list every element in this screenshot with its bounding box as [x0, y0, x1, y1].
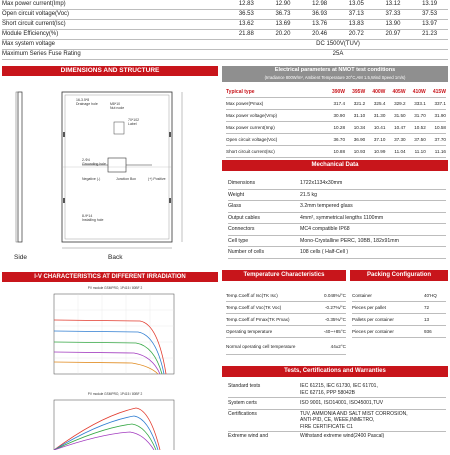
cell: 31.30 — [373, 113, 386, 118]
cell: 10.28 — [333, 125, 345, 130]
cell: 37.50 — [414, 137, 426, 142]
row-label: Open circuit voltage(Voc) — [226, 137, 278, 142]
temp-row — [226, 302, 346, 314]
row-label: Certifications — [228, 410, 257, 417]
cell: 37.10 — [373, 137, 386, 142]
nut-node-label: M8*10 Nut node — [110, 102, 125, 110]
row-value: 44±2°C — [330, 343, 346, 349]
pack-row — [352, 302, 446, 314]
row-label: Max power voltage(Vmp) — [226, 113, 278, 118]
mechanical-title-text: Mechanical Data — [311, 162, 359, 168]
nmot-row — [226, 134, 446, 146]
dimensions-title-text: DIMENSIONS AND STRUCTURE — [60, 67, 160, 74]
row-value: TUV, AMMONIA AND SALT MIST CORROSION, ANTI-PID, CE, WEEE,INMETRO, FIRE CERTIFICATE C1 — [300, 410, 408, 430]
row-label: Output cables — [228, 214, 261, 221]
iv-title-text: I-V CHARACTERISTICS AT DIFFERENT IRRADIATION — [34, 274, 186, 280]
iv-chart-1-svg — [40, 290, 190, 382]
row-value: -0.27%/°C — [325, 305, 346, 310]
cell: 21.88 — [238, 31, 254, 37]
row-value: 13 — [424, 317, 430, 322]
cell: 10.41 — [373, 125, 386, 130]
mech-row — [228, 247, 446, 259]
row-label: Short circuit current(Isc) — [226, 149, 275, 154]
iv-curve — [54, 362, 158, 374]
junction-box-label: Junction Box — [116, 177, 137, 181]
type-cell: 390W — [331, 88, 345, 95]
cell: 21.23 — [422, 31, 438, 37]
top-row — [2, 40, 448, 50]
type-cell: 415W — [432, 88, 446, 95]
cell: 10.58 — [434, 125, 446, 130]
row-value: 936 — [424, 329, 432, 334]
row-label: Pieces per pallet — [352, 305, 386, 310]
cell: 37.13 — [348, 11, 364, 17]
side-label: Side — [14, 254, 28, 261]
test-row — [228, 382, 446, 398]
row-label: Module Efficiency(%) — [2, 31, 59, 37]
cell: 31.70 — [414, 113, 426, 118]
row-value: 40'HQ — [424, 293, 437, 298]
row-value: IEC 61215, IEC 61730, IEC 61701, IEC 62716, PPP 58042B — [300, 383, 378, 396]
nmot-subtitle: (Irradiance 800W/m², Ambient Temperature 20°C,AM 1.5,Wind Speed 1m/s) — [264, 75, 406, 80]
iv-chart-1-title: PV module GSMPRO, 1P415 / 80BF 2 — [87, 286, 143, 290]
row-value: 72 — [424, 305, 430, 310]
row-value: -40~+85°C — [323, 329, 346, 334]
packing-title-text: Packing Configuration — [366, 272, 431, 278]
row-label: Operating temperature — [226, 329, 273, 334]
side-frame — [18, 92, 22, 242]
temp-row — [226, 314, 346, 326]
cell: 36.73 — [275, 11, 291, 17]
type-cell: 410W — [412, 88, 426, 95]
iv-chart-2 — [40, 392, 190, 450]
row-value: 3.2mm tempered glass — [300, 203, 353, 210]
nmot-table — [226, 86, 446, 158]
temperature-table — [226, 290, 346, 355]
typical-type-label: Typical type — [226, 88, 255, 95]
cell: 11.10 — [414, 149, 426, 154]
iv-chart-1 — [40, 286, 190, 386]
top-spec-table — [2, 0, 448, 62]
cell: 13.19 — [422, 1, 438, 7]
iv-curve — [54, 320, 166, 374]
row-label: System certs — [228, 400, 257, 406]
cell: 10.93 — [353, 149, 366, 154]
row-label: Weight — [228, 191, 245, 198]
nmot-title: Electrical parameters at NMOT test conditions — [274, 67, 396, 73]
row-value: ISO 9001, ISO14001, ISO45001,TUV — [300, 400, 384, 406]
row-value: 0.048%/°C — [323, 293, 346, 298]
iv-chart-2-title: PV module GSMPRO, 1P415 / 80BF 2 — [87, 392, 143, 396]
row-value: 4mm², symmetrical lengths 1100mm — [300, 214, 384, 221]
cell: 337.1 — [434, 101, 446, 106]
cell: 36.53 — [238, 11, 254, 17]
cell: 31.10 — [353, 113, 366, 118]
row-label: Standard tests — [228, 383, 261, 389]
dimensions-drawing — [2, 78, 218, 264]
cell: 13.69 — [275, 21, 291, 27]
tests-title-text: Tests, Certifications and Warranties — [284, 368, 386, 374]
cell: 325.4 — [373, 101, 386, 106]
row-label: Extreme wind and — [228, 433, 269, 439]
label-label: 70*102 Label — [128, 118, 140, 126]
cell: 13.05 — [348, 1, 364, 7]
cell: 30.90 — [333, 113, 345, 118]
cell: 20.97 — [385, 31, 401, 37]
row-value: -0.35%/°C — [325, 317, 346, 322]
cell: 20.20 — [275, 31, 291, 37]
cell: 10.34 — [353, 125, 366, 130]
tests-title — [222, 366, 448, 377]
nmot-header — [222, 66, 448, 82]
junction-box-shape — [108, 158, 126, 172]
test-row — [228, 410, 446, 433]
cell: 20.46 — [312, 31, 328, 37]
cell: 12.90 — [275, 1, 291, 7]
cell: 10.99 — [373, 149, 386, 154]
cell: 20.72 — [348, 31, 364, 37]
cell: 10.88 — [333, 149, 345, 154]
top-row — [2, 20, 448, 30]
type-cell: 395W — [352, 88, 366, 95]
cell: 31.90 — [434, 113, 446, 118]
iv-chart-2-svg — [40, 396, 190, 450]
test-row — [228, 432, 446, 441]
cell: 37.30 — [394, 137, 406, 142]
row-label: Open circuit voltage(Voc) — [2, 11, 70, 17]
mech-row — [228, 178, 446, 190]
cell: 13.12 — [385, 1, 401, 7]
row-label: Temp.Coeff.of Voc(TK Voc) — [226, 305, 282, 310]
row-label: Short circuit current(Isc) — [2, 21, 66, 27]
cell: 10.52 — [414, 125, 426, 130]
row-value: MC4 compatible IP68 — [300, 226, 350, 233]
row-value: Withstand extreme wind(2400 Pascal) — [300, 433, 385, 439]
tests-table — [228, 382, 446, 441]
nmot-header-row — [226, 86, 446, 98]
row-label: Connectors — [228, 226, 255, 233]
cell: 13.97 — [422, 21, 438, 27]
cell: 12.83 — [238, 1, 254, 7]
grounding-hole-label: 2-Φ4 Grounding hole — [82, 158, 106, 166]
back-label: Back — [108, 254, 123, 261]
temp-row — [226, 290, 346, 302]
cell: 25A — [332, 51, 344, 57]
mechanical-title — [222, 160, 448, 171]
cell: 36.93 — [312, 11, 328, 17]
cell: 13.62 — [238, 21, 254, 27]
row-label: Pieces per container — [352, 329, 394, 334]
mech-row — [228, 213, 446, 225]
pack-row — [352, 326, 446, 338]
positive-label: (+) Positive — [148, 177, 166, 181]
row-label: Glass — [228, 203, 242, 210]
row-label: Cell type — [228, 237, 249, 244]
temp-row — [226, 338, 346, 355]
row-label: Max power current(Imp) — [2, 1, 66, 7]
temperature-title-text: Temperature Characteristics — [243, 272, 325, 278]
nmot-row — [226, 146, 446, 158]
type-cell: 405W — [392, 88, 406, 95]
row-value: 108 cells ( Half-Cell ) — [300, 249, 349, 256]
mech-row — [228, 190, 446, 202]
cell: 12.98 — [312, 1, 328, 7]
row-value: Mono-Crystalline PERC, 10BB, 182x91mm — [300, 237, 399, 244]
cell: 11.04 — [394, 149, 406, 154]
test-row — [228, 398, 446, 410]
cell: 10.47 — [394, 125, 406, 130]
row-label: Max power(Pmax) — [226, 101, 264, 106]
cell: 13.90 — [385, 21, 401, 27]
row-label: Temp.Coeff.of Pmax(TK Pmax) — [226, 317, 290, 322]
row-label: Max power current(Imp) — [226, 125, 275, 130]
cell: 333.1 — [414, 101, 426, 106]
row-label: Pallets per container — [352, 317, 394, 322]
top-row — [2, 30, 448, 40]
cell: 13.76 — [312, 21, 328, 27]
row-label: Temp.Coeff.of Isc(TK Isc) — [226, 293, 278, 298]
mechanical-table — [228, 178, 446, 259]
row-label: Dimensions — [228, 180, 256, 187]
label-box — [114, 122, 124, 134]
cell: 13.83 — [348, 21, 364, 27]
row-value: 1722x1134x30mm — [300, 180, 343, 187]
cell: 36.70 — [333, 137, 345, 142]
cell: DC 1500V(TUV) — [316, 41, 360, 47]
mech-row — [228, 201, 446, 213]
top-row — [2, 10, 448, 20]
row-label: Container — [352, 293, 372, 298]
nmot-row — [226, 110, 446, 122]
row-label: Number of cells — [228, 249, 265, 256]
packing-table — [352, 290, 446, 338]
mech-row — [228, 236, 446, 248]
nmot-row — [226, 98, 446, 110]
dimensions-title — [2, 66, 218, 76]
pack-row — [352, 290, 446, 302]
type-cell: 400W — [372, 88, 386, 95]
mech-row — [228, 224, 446, 236]
cell: 36.90 — [353, 137, 366, 142]
nmot-row — [226, 122, 446, 134]
cell: 329.2 — [394, 101, 406, 106]
cell: 37.53 — [422, 11, 438, 17]
packing-title — [350, 270, 448, 281]
temperature-title — [222, 270, 346, 281]
row-value: 21.5 kg — [300, 191, 318, 198]
row-label: Normal operating cell temperature — [226, 343, 296, 349]
temp-row — [226, 326, 346, 338]
cell: 31.50 — [394, 113, 406, 118]
cell: 317.4 — [333, 101, 345, 106]
pack-row — [352, 314, 446, 326]
drainage-hole-label: 16-3.5*8 Drainage hole — [76, 98, 98, 106]
top-row — [2, 0, 448, 10]
iv-title — [2, 272, 218, 282]
top-row — [2, 50, 448, 60]
installing-hole-label: 8-9*14 Installing hole — [82, 214, 104, 222]
row-label: Maximum Series Fuse Rating — [2, 51, 81, 57]
cell: 11.16 — [434, 149, 446, 154]
cell: 37.33 — [385, 11, 401, 17]
pv-curve — [54, 424, 156, 450]
negative-label: Negative (-) — [82, 177, 101, 181]
cell: 37.70 — [434, 137, 446, 142]
row-label: Max system voltage — [2, 41, 56, 47]
cell: 321.2 — [353, 101, 366, 106]
